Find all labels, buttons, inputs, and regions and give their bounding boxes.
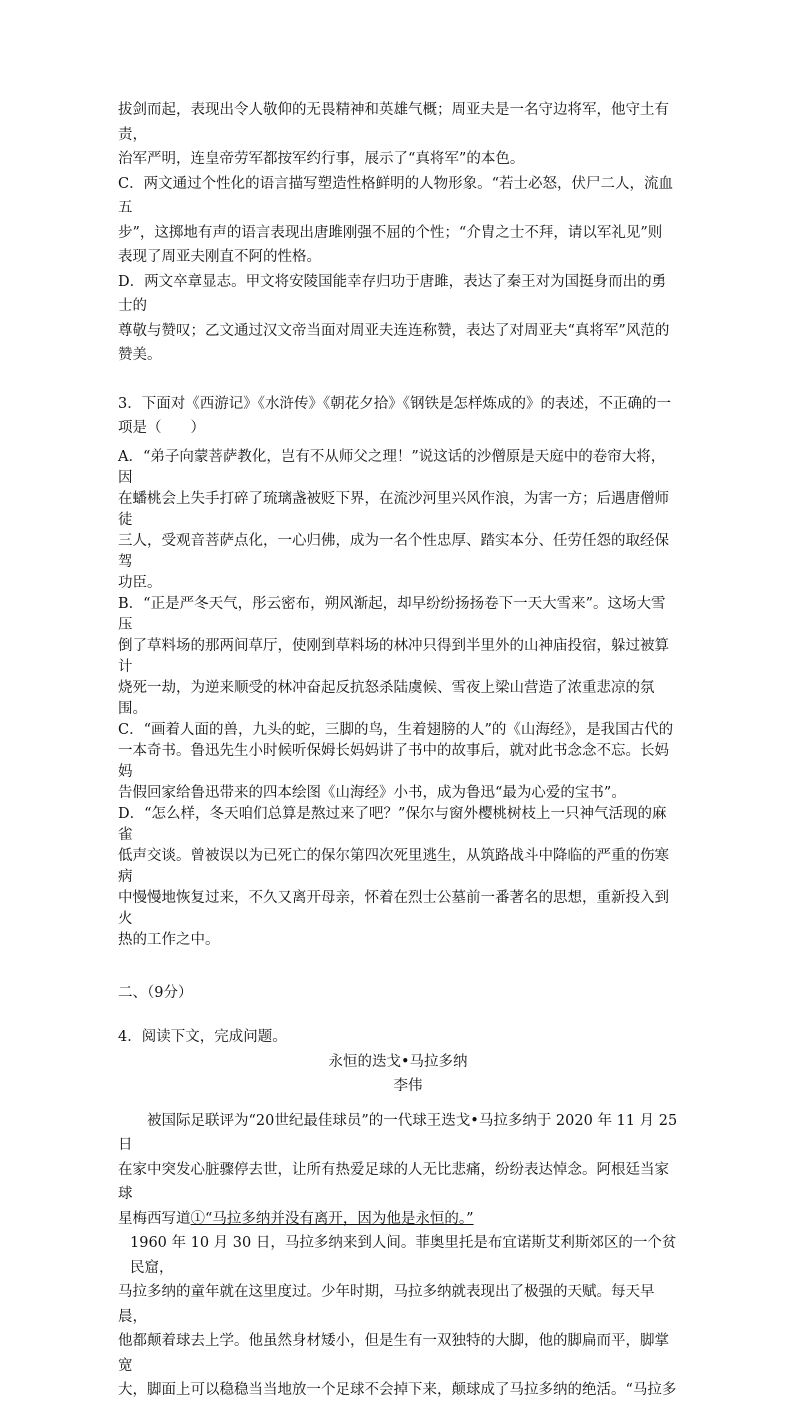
text-line: 治军严明，连皇帝劳军都按军约行事，展示了“真将军”的本色。	[118, 151, 525, 167]
text-line: 告假回家给鲁迅带来的四本绘图《山海经》小书，成为鲁迅“最为心爱的宝书”。	[118, 784, 626, 801]
text-span: 星梅西写道	[118, 1210, 191, 1227]
option-a: A．“弟子向蒙菩萨教化，岂有不从师父之理！”说这话的沙僧原是天庭中的卷帘大将，因	[118, 448, 666, 486]
text-line: 赞美。	[118, 347, 162, 363]
text-line: 表现了周亚夫刚直不阿的性格。	[118, 249, 321, 265]
q2-options-continued	[118, 98, 678, 368]
section-heading: 二、（9分）	[118, 984, 193, 1001]
paragraph-line: 1960 年 10 月 30 日，马拉多纳来到人间。菲奥里托是布宜诺斯艾利斯郊区的一个贫民窟，	[130, 1235, 677, 1276]
paragraph-line	[118, 1207, 678, 1232]
article-title: 永恒的迭戈•马拉多纳	[328, 1053, 468, 1070]
article-author: 李伟	[393, 1078, 423, 1094]
option-c: C．两文通过个性化的语言描写塑造性格鲜明的人物形象。“若士必怒，伏尸二人，流血五	[118, 175, 674, 216]
section-2	[118, 981, 678, 1403]
text-line: 倒了草料场的那两间草厅，使刚到草料场的林冲只得到半里外的山神庙投宿，躲过被算计	[118, 637, 669, 675]
text-line: 热的工作之中。	[118, 931, 220, 948]
question-3	[118, 392, 678, 951]
text-line: 在蟠桃会上失手打碎了琉璃盏被贬下界，在流沙河里兴风作浪，为害一方；后遇唐僧师徒	[118, 490, 669, 528]
option-d: D．两文卒章显志。甲文将安陵国能幸存归功于唐雎，表达了秦王对为国挺身而出的勇士的	[118, 273, 667, 314]
text-line: 一本奇书。鲁迅先生小时候听保姆长妈妈讲了书中的故事后，就对此书念念不忘。长妈妈	[118, 742, 669, 780]
text-line: 拔剑而起，表现出令人敬仰的无畏精神和英雄气概；周亚夫是一名守边将军，他守土有责，	[118, 102, 669, 143]
text-line: 中慢慢地恢复过来，不久又离开母亲，怀着在烈士公墓前一番著名的思想，重新投入到火	[118, 889, 669, 927]
text-line: 低声交谈。曾被误以为已死亡的保尔第四次死里逃生，从筑路战斗中降临的严重的伤寒病	[118, 847, 669, 885]
document-page	[118, 98, 678, 1403]
paragraph-line: 大，脚面上可以稳稳当当地放一个足球不会掉下来，颠球成了马拉多纳的绝活。“马拉多	[118, 1382, 677, 1398]
text-line: 步”，这掷地有声的语言表现出唐雎刚强不屈的个性；“介胄之士不拜，请以军礼见”则	[118, 224, 663, 241]
text-line: 尊敬与赞叹；乙文通过汉文帝当面对周亚夫连连称赞，表达了对周亚夫“真将军”风范的	[118, 322, 670, 339]
text-line: 三人，受观音菩萨点化，一心归佛，成为一名个性忠厚、踏实本分、任劳任怨的取经保驾	[118, 532, 669, 570]
option-d: D．“怎么样，冬天咱们总算是熬过来了吧？”保尔与窗外樱桃树枝上一只神气活现的麻雀	[118, 805, 667, 843]
question-stem: 项是（ ）	[118, 420, 205, 436]
underlined-quote: “马拉多纳并没有离开，因为他是永恒的。”	[205, 1210, 474, 1227]
option-c: C．“画着人面的兽，九头的蛇，三脚的鸟，生着翅膀的人”的《山海经》，是我国古代的	[118, 721, 674, 738]
text-line: 功臣。	[118, 574, 162, 591]
question-stem: 3．下面对《西游记》《水浒传》《朝花夕拾》《钢铁是怎样炼成的》的表述，不正确的一	[118, 395, 671, 412]
paragraph-line: 马拉多纳的童年就在这里度过。少年时期，马拉多纳就表现出了极强的天赋。每天早晨，	[118, 1284, 655, 1325]
text-line: 烧死一劫，为逆来顺受的林冲奋起反抗怒杀陆虞候、雪夜上梁山营造了浓重悲凉的氛围。	[118, 679, 655, 717]
annotation-marker: ①	[190, 1210, 205, 1227]
paragraph-line: 在家中突发心脏骤停去世，让所有热爱足球的人无比悲痛，纷纷表达悼念。阿根廷当家球	[118, 1161, 669, 1202]
paragraph-line: 他都颠着球去上学。他虽然身材矮小，但是生有一双独特的大脚，他的脚扁而平，脚掌宽	[118, 1333, 669, 1374]
question-4-stem: 4．阅读下文，完成问题。	[118, 1029, 287, 1045]
paragraph-line: 被国际足联评为“20世纪最佳球员”的一代球王迭戈•马拉多纳于 2020 年 11 月 25 日	[118, 1112, 678, 1153]
option-b: B．“正是严冬天气，彤云密布，朔风渐起，却早纷纷扬扬卷下一天大雪来”。这场大雪压	[118, 595, 666, 633]
